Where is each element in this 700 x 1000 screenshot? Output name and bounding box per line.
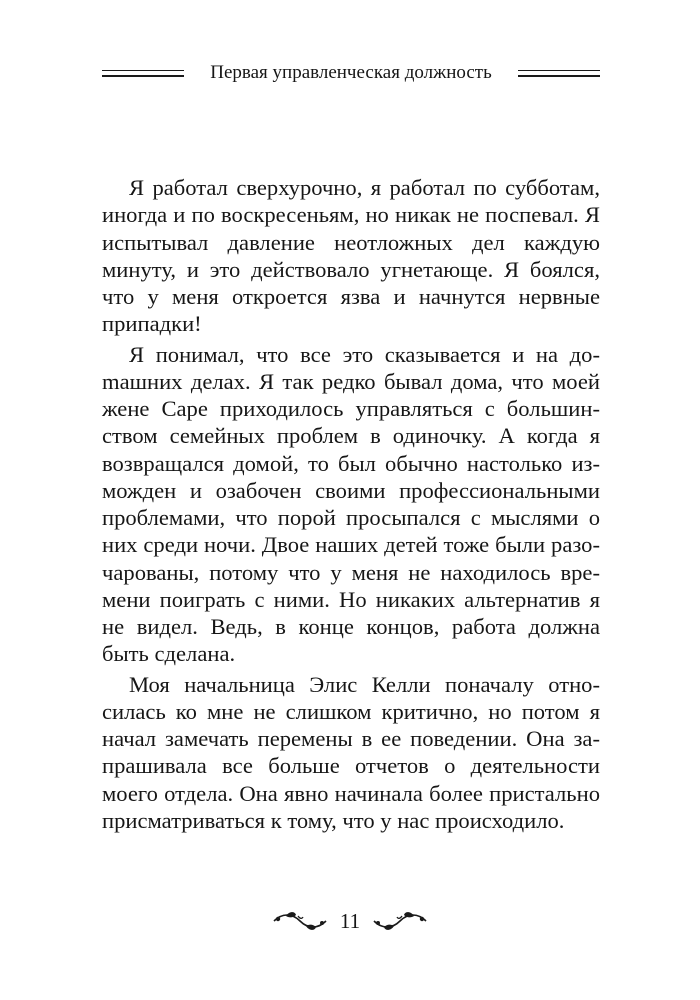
header-rule-left — [102, 70, 184, 77]
page-footer — [260, 906, 440, 936]
paragraph-2: Я понимал, что все это сказывается и на доmашних делах. Я так редко бывал дома, что моей жене Саре приходилось управляться с большинством семейных проблем в одиночку. А когда я возвращался домой, то был обычно настолько изможден и озабочен своими профессиональными проблемами, что порой просыпался с мыслями о них среди ночи. Двое наших детей тоже были разочарованы, потому что у меня не находилось времени поиграть с ними. Но никаких альтернатив я не видел. Ведь, в конце концов, работа должна быть сделана. — [102, 341, 600, 667]
paragraph-3: Моя начальница Элис Келли поначалу относилась ко мне не слишком критично, но потом я начал замечать перемены в ее поведении. Она запрашивала все больше отчетов о деятельности моего отдела. Она явно начинала более пристально присматриваться к тому, что у нас происходило. — [102, 671, 600, 833]
running-header — [102, 59, 600, 87]
header-rule-right — [518, 70, 600, 77]
page-number: 11 — [339, 908, 361, 933]
body-text — [102, 174, 600, 837]
floral-ornament-right-icon — [372, 910, 428, 932]
floral-ornament-left-icon — [272, 910, 328, 932]
header-title: Первая управленческая должность — [210, 62, 492, 83]
paragraph-1: Я работал сверхурочно, я работал по субботам, иногда и по воскресеньям, но никак не поспевал. Я испытывал давление неотложных дел каждую минуту, и это действовало угнетающе. Я боялся, что у меня откроется язва и начнутся нервные припадки! — [102, 175, 600, 337]
